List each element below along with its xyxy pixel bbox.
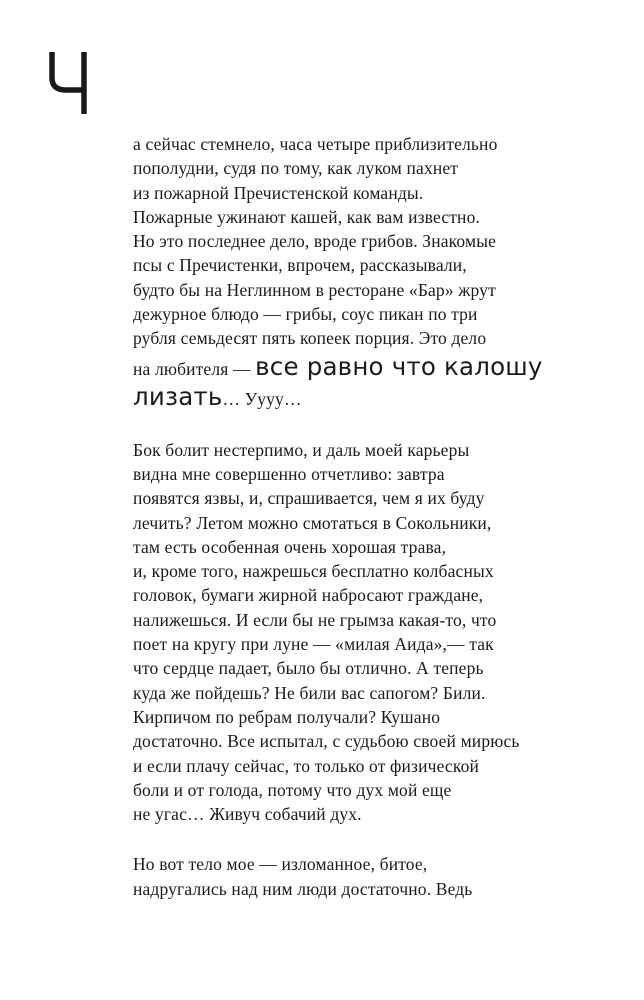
text-segment: а сейчас стемнело, часа четыре приблизительно xyxy=(133,134,498,154)
text-segment: налижешься. И если бы не грымза какая-то, что xyxy=(133,609,497,630)
text-segment: из пожарной Пречистенской команды. xyxy=(133,182,424,203)
text-segment: видна мне совершенно отчетливо: завтра xyxy=(133,463,445,484)
text-line xyxy=(133,535,613,559)
text-segment: появятся язвы, и, спрашивается, чем я их буду xyxy=(133,488,485,509)
text-segment: и если плачу сейчас, то только от физической xyxy=(133,755,480,776)
text-line xyxy=(133,181,613,205)
text-segment: Кирпичом по ребрам получали? Кушано xyxy=(133,706,441,727)
text-segment: пополудни, судя по тому, как луком пахнет xyxy=(133,158,459,179)
text-segment: дежурное блюдо — грибы, соус пикан по три xyxy=(133,304,478,325)
paragraph xyxy=(133,438,613,827)
text-line xyxy=(133,877,613,901)
text-segment: поет на кругу при луне — «милая Аида»,— так xyxy=(133,634,494,655)
paragraph-gap xyxy=(133,412,613,438)
text-segment: что сердце падает, было бы отлично. А теперь xyxy=(133,658,484,679)
text-line xyxy=(133,778,613,802)
text-segment: … Уууу… xyxy=(222,388,302,409)
text-line xyxy=(133,852,613,876)
text-line xyxy=(133,559,613,583)
text-line xyxy=(133,351,613,382)
text-segment: Бок болит нестерпимо, и даль моей карьеры xyxy=(133,439,470,460)
emphasized-text: все равно что калошу xyxy=(255,351,543,381)
text-line xyxy=(133,302,613,326)
text-line xyxy=(133,438,613,462)
text-line xyxy=(133,754,613,778)
text-segment: Но вот тело мое — изломанное, битое, xyxy=(133,854,428,875)
text-line xyxy=(133,278,613,302)
text-line xyxy=(133,253,613,277)
text-segment: надругались над ним люди достаточно. Ведь xyxy=(133,878,473,899)
text-segment: боли и от голода, потому что дух мой еще xyxy=(133,779,452,800)
text-line xyxy=(133,229,613,253)
text-segment: лечить? Летом можно смотаться в Сокольники, xyxy=(133,512,492,533)
text-segment: достаточно. Все испытал, с судьбою своей мирюсь xyxy=(133,731,520,752)
chapter-letter-text: Ч xyxy=(44,30,45,31)
paragraph xyxy=(133,852,613,901)
text-segment: там есть особенная очень хорошая трава, xyxy=(133,536,447,557)
chapter-letter-glyph xyxy=(44,30,104,120)
text-line xyxy=(133,486,613,510)
text-line xyxy=(133,583,613,607)
text-line xyxy=(133,681,613,705)
text-line xyxy=(133,156,613,180)
text-segment: рубля семьдесят пять копеек порция. Это дело xyxy=(133,328,487,349)
text-line xyxy=(133,132,613,156)
text-segment: куда же пойдешь? Не били вас сапогом? Били. xyxy=(133,682,486,703)
paragraph xyxy=(133,132,613,412)
text-segment: Пожарные ужинают кашей, как вам известно. xyxy=(133,206,480,227)
chapter-letter xyxy=(44,30,104,120)
text-segment: псы с Пречистенки, впрочем, рассказывали, xyxy=(133,255,467,276)
text-line xyxy=(133,608,613,632)
text-line xyxy=(133,656,613,680)
text-line xyxy=(133,205,613,229)
text-line xyxy=(133,326,613,350)
book-text xyxy=(133,132,613,901)
text-segment: на любителя — xyxy=(133,358,256,379)
text-segment: не угас… Живуч собачий дух. xyxy=(133,804,362,825)
text-line xyxy=(133,802,613,826)
text-segment: будто бы на Неглинном в ресторане «Бар» жрут xyxy=(133,279,496,300)
text-segment: и, кроме того, нажрешься бесплатно колбасных xyxy=(133,561,494,582)
text-line xyxy=(133,462,613,486)
emphasized-text: лизать xyxy=(133,381,223,411)
text-segment: Но это последнее дело, вроде грибов. Знакомые xyxy=(133,231,497,252)
text-line xyxy=(133,511,613,535)
paragraph-gap xyxy=(133,826,613,852)
text-line xyxy=(133,705,613,729)
text-line xyxy=(133,382,613,412)
text-segment: головок, бумаги жирной набросают граждане, xyxy=(133,585,484,606)
text-line xyxy=(133,632,613,656)
text-line xyxy=(133,729,613,753)
